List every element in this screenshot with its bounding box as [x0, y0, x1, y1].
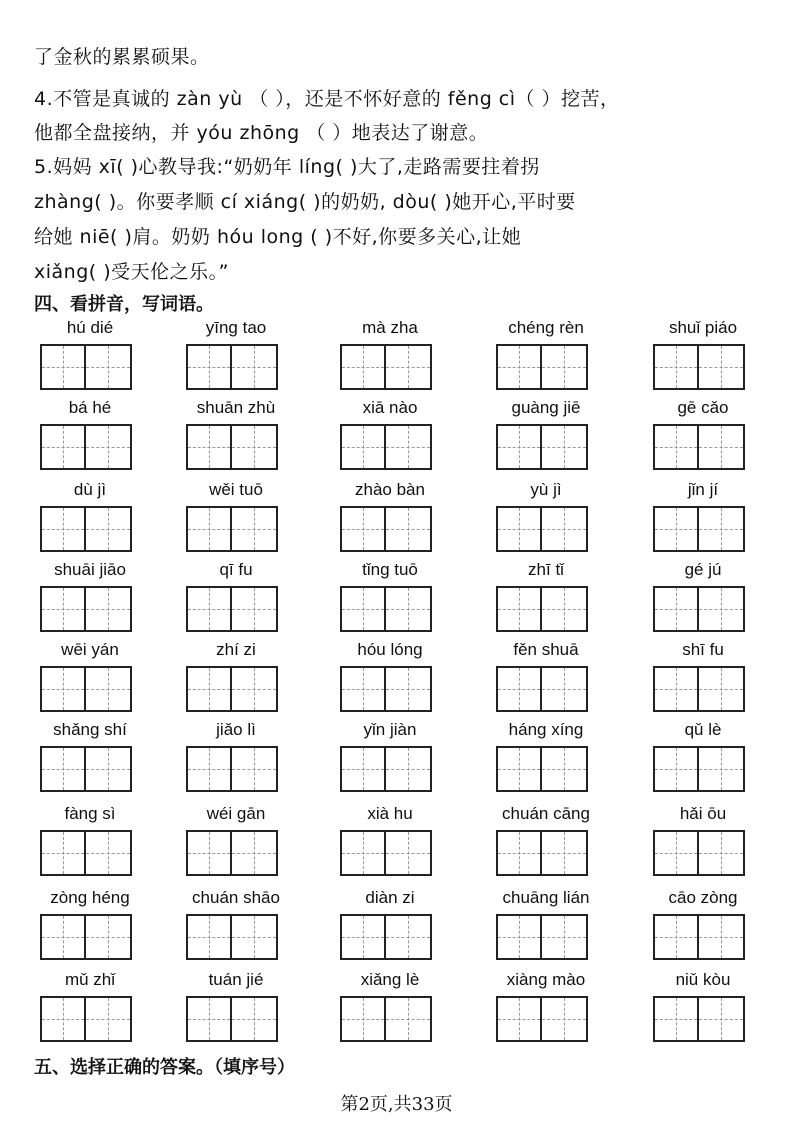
word-cell: [496, 804, 596, 876]
page-footer: 第2页,共33页: [340, 1094, 453, 1115]
writing-box[interactable]: [496, 344, 542, 390]
writing-box[interactable]: [496, 996, 542, 1042]
writing-boxes: [340, 666, 440, 712]
pinyin-label: yīng tao: [205, 318, 267, 337]
passage-line-2: 4.不管是真诚的 zàn yù （ ），还是不怀好意的 fěng cì（ ）挖苦，: [34, 88, 620, 110]
pinyin-label: niǔ kòu: [675, 970, 731, 989]
writing-box[interactable]: [186, 666, 232, 712]
writing-boxes: [653, 586, 753, 632]
writing-box[interactable]: [542, 666, 588, 712]
writing-box[interactable]: [340, 424, 386, 470]
pinyin-label: gé jú: [684, 560, 722, 579]
word-cell: [496, 560, 596, 632]
writing-box[interactable]: [186, 344, 232, 390]
pinyin-label: shuǐ piáo: [668, 318, 738, 337]
word-cell: [340, 560, 440, 632]
writing-box[interactable]: [232, 996, 278, 1042]
writing-box[interactable]: [232, 746, 278, 792]
word-cell: [653, 720, 753, 792]
writing-box[interactable]: [496, 914, 542, 960]
writing-box[interactable]: [186, 830, 232, 876]
writing-box[interactable]: [699, 506, 745, 552]
word-cell: [340, 318, 440, 390]
pinyin-label: zòng héng: [50, 888, 130, 907]
writing-box[interactable]: [386, 914, 432, 960]
writing-box[interactable]: [386, 506, 432, 552]
pinyin-label: shī fu: [682, 640, 724, 659]
word-cell: [340, 970, 440, 1042]
writing-box[interactable]: [386, 996, 432, 1042]
pinyin-label: zhào bàn: [355, 480, 425, 499]
word-cell: [496, 640, 596, 712]
writing-box[interactable]: [542, 914, 588, 960]
writing-box[interactable]: [699, 586, 745, 632]
word-cell: [40, 398, 140, 470]
writing-box[interactable]: [653, 344, 699, 390]
pinyin-label: qī fu: [219, 560, 253, 579]
word-cell: [496, 720, 596, 792]
writing-boxes: [40, 424, 140, 470]
pinyin-label: chuāng lián: [502, 888, 590, 907]
pinyin-label: diàn zi: [365, 888, 415, 907]
pinyin-label: xiā nào: [362, 398, 418, 417]
writing-box[interactable]: [340, 506, 386, 552]
writing-boxes: [186, 586, 286, 632]
writing-box[interactable]: [186, 914, 232, 960]
writing-boxes: [653, 746, 753, 792]
writing-box[interactable]: [542, 424, 588, 470]
writing-boxes: [496, 586, 596, 632]
word-cell: [496, 318, 596, 390]
writing-box[interactable]: [40, 830, 86, 876]
pinyin-label: xiǎng lè: [360, 970, 420, 989]
writing-box[interactable]: [653, 746, 699, 792]
pinyin-label: wéi gān: [206, 804, 266, 823]
writing-boxes: [340, 586, 440, 632]
passage-line-5: zhàng( )。你要孝顺 cí xiáng( )的奶奶, dòu( )她开心,平时要: [34, 191, 576, 213]
writing-boxes: [40, 830, 140, 876]
writing-box[interactable]: [40, 506, 86, 552]
pinyin-label: xiàng mào: [506, 970, 586, 989]
pinyin-label: jǐn jí: [687, 480, 719, 499]
writing-boxes: [186, 344, 286, 390]
pinyin-label: fěn shuā: [513, 640, 579, 659]
writing-boxes: [40, 586, 140, 632]
word-cell: [40, 970, 140, 1042]
writing-box[interactable]: [653, 424, 699, 470]
word-cell: [186, 804, 286, 876]
pinyin-label: wēi yán: [61, 640, 119, 659]
pinyin-label: mà zha: [362, 318, 418, 337]
writing-boxes: [40, 506, 140, 552]
writing-box[interactable]: [386, 746, 432, 792]
section-5-title: 五、选择正确的答案。（填序号）: [34, 1057, 295, 1078]
word-cell: [653, 888, 753, 960]
writing-box[interactable]: [40, 666, 86, 712]
pinyin-label: yù jì: [530, 480, 562, 499]
pinyin-label: dù jì: [73, 480, 107, 499]
word-cell: [653, 398, 753, 470]
pinyin-label: fàng sì: [64, 804, 116, 823]
word-cell: [653, 318, 753, 390]
word-cell: [186, 720, 286, 792]
pinyin-label: chéng rèn: [508, 318, 584, 337]
pinyin-label: guàng jiē: [511, 398, 581, 417]
writing-box[interactable]: [699, 666, 745, 712]
writing-box[interactable]: [340, 830, 386, 876]
writing-boxes: [653, 344, 753, 390]
word-cell: [40, 318, 140, 390]
pinyin-label: zhī tǐ: [528, 560, 564, 579]
writing-box[interactable]: [232, 344, 278, 390]
writing-box[interactable]: [186, 746, 232, 792]
writing-box[interactable]: [699, 746, 745, 792]
writing-box[interactable]: [86, 344, 132, 390]
word-cell: [40, 720, 140, 792]
writing-boxes: [496, 506, 596, 552]
writing-box[interactable]: [86, 830, 132, 876]
pinyin-label: bá hé: [68, 398, 112, 417]
writing-boxes: [340, 996, 440, 1042]
writing-box[interactable]: [40, 586, 86, 632]
word-cell: [40, 888, 140, 960]
pinyin-label: hóu lóng: [357, 640, 423, 659]
pinyin-label: qǔ lè: [684, 720, 722, 739]
writing-boxes: [496, 424, 596, 470]
writing-box[interactable]: [496, 830, 542, 876]
writing-boxes: [340, 830, 440, 876]
word-cell: [653, 640, 753, 712]
writing-box[interactable]: [496, 586, 542, 632]
passage-line-6: 给她 niē( )肩。奶奶 hóu long ( )不好,你要多关心,让她: [34, 226, 522, 248]
word-cell: [653, 480, 753, 552]
pinyin-label: háng xíng: [508, 720, 584, 739]
writing-box[interactable]: [699, 830, 745, 876]
word-cell: [340, 804, 440, 876]
writing-box[interactable]: [86, 586, 132, 632]
writing-boxes: [653, 914, 753, 960]
writing-box[interactable]: [232, 914, 278, 960]
writing-boxes: [496, 830, 596, 876]
passage-line-7: xiǎng( )受天伦之乐。”: [34, 261, 229, 283]
writing-boxes: [340, 344, 440, 390]
writing-boxes: [340, 424, 440, 470]
word-cell: [40, 640, 140, 712]
pinyin-label: zhí zi: [216, 640, 256, 659]
word-cell: [186, 888, 286, 960]
writing-box[interactable]: [40, 424, 86, 470]
writing-box[interactable]: [340, 746, 386, 792]
pinyin-label: jiǎo lì: [216, 720, 256, 739]
writing-boxes: [186, 830, 286, 876]
writing-boxes: [186, 424, 286, 470]
writing-box[interactable]: [40, 746, 86, 792]
writing-box[interactable]: [386, 424, 432, 470]
word-cell: [496, 480, 596, 552]
writing-box[interactable]: [653, 914, 699, 960]
writing-box[interactable]: [86, 424, 132, 470]
writing-boxes: [496, 666, 596, 712]
writing-box[interactable]: [542, 830, 588, 876]
writing-boxes: [40, 914, 140, 960]
word-cell: [496, 970, 596, 1042]
writing-box[interactable]: [653, 586, 699, 632]
pinyin-label: chuán shāo: [192, 888, 280, 907]
writing-box[interactable]: [232, 586, 278, 632]
writing-box[interactable]: [542, 996, 588, 1042]
writing-box[interactable]: [699, 996, 745, 1042]
writing-box[interactable]: [40, 914, 86, 960]
writing-box[interactable]: [653, 830, 699, 876]
word-cell: [186, 480, 286, 552]
passage-line-4: 5.妈妈 xī( )心教导我:“奶奶年 líng( )大了,走路需要拄着拐: [34, 156, 540, 178]
writing-boxes: [653, 830, 753, 876]
writing-boxes: [40, 666, 140, 712]
word-cell: [340, 720, 440, 792]
writing-boxes: [186, 914, 286, 960]
writing-box[interactable]: [340, 344, 386, 390]
writing-boxes: [186, 996, 286, 1042]
writing-box[interactable]: [542, 746, 588, 792]
word-cell: [40, 480, 140, 552]
writing-box[interactable]: [340, 996, 386, 1042]
pinyin-label: gē cǎo: [677, 398, 729, 417]
writing-box[interactable]: [186, 506, 232, 552]
word-cell: [653, 560, 753, 632]
word-cell: [496, 888, 596, 960]
pinyin-label: tuán jié: [208, 970, 264, 989]
writing-box[interactable]: [186, 996, 232, 1042]
writing-box[interactable]: [699, 424, 745, 470]
writing-box[interactable]: [232, 830, 278, 876]
pinyin-label: wěi tuō: [209, 480, 263, 499]
word-cell: [340, 398, 440, 470]
writing-box[interactable]: [386, 344, 432, 390]
pinyin-label: hǎi ōu: [679, 804, 727, 823]
writing-box[interactable]: [496, 506, 542, 552]
word-cell: [653, 970, 753, 1042]
writing-boxes: [340, 746, 440, 792]
writing-box[interactable]: [386, 666, 432, 712]
pinyin-label: cāo zòng: [668, 888, 738, 907]
writing-box[interactable]: [340, 586, 386, 632]
pinyin-label: hú dié: [66, 318, 114, 337]
pinyin-label: shǎng shí: [53, 720, 127, 739]
word-cell: [186, 398, 286, 470]
writing-box[interactable]: [653, 506, 699, 552]
word-cell: [496, 398, 596, 470]
writing-box[interactable]: [86, 914, 132, 960]
writing-box[interactable]: [86, 506, 132, 552]
pinyin-label: xià hu: [367, 804, 413, 823]
pinyin-label: shuān zhù: [196, 398, 276, 417]
passage-line-3: 他都全盘接纳，并 yóu zhōng （ ）地表达了谢意。: [34, 122, 489, 144]
pinyin-label: tǐng tuō: [362, 560, 418, 579]
writing-boxes: [186, 666, 286, 712]
writing-boxes: [340, 506, 440, 552]
word-cell: [340, 888, 440, 960]
writing-box[interactable]: [232, 506, 278, 552]
writing-box[interactable]: [86, 996, 132, 1042]
writing-box[interactable]: [232, 424, 278, 470]
pinyin-label: chuán cāng: [502, 804, 590, 823]
writing-boxes: [653, 506, 753, 552]
writing-box[interactable]: [496, 666, 542, 712]
pinyin-label: mǔ zhǐ: [64, 970, 116, 989]
writing-boxes: [653, 996, 753, 1042]
writing-boxes: [653, 424, 753, 470]
writing-boxes: [653, 666, 753, 712]
writing-boxes: [186, 746, 286, 792]
writing-box[interactable]: [340, 666, 386, 712]
writing-boxes: [496, 344, 596, 390]
pinyin-label: shuāi jiāo: [54, 560, 126, 579]
writing-boxes: [340, 914, 440, 960]
word-cell: [186, 560, 286, 632]
writing-boxes: [186, 506, 286, 552]
passage-line-1: 了金秋的累累硕果。: [34, 46, 210, 68]
writing-box[interactable]: [542, 506, 588, 552]
writing-box[interactable]: [496, 746, 542, 792]
writing-box[interactable]: [186, 424, 232, 470]
writing-box[interactable]: [653, 666, 699, 712]
word-cell: [186, 318, 286, 390]
word-cell: [340, 640, 440, 712]
word-cell: [40, 804, 140, 876]
writing-box[interactable]: [186, 586, 232, 632]
pinyin-label: yǐn jiàn: [363, 720, 417, 739]
writing-box[interactable]: [386, 586, 432, 632]
writing-box[interactable]: [542, 344, 588, 390]
word-cell: [40, 560, 140, 632]
writing-box[interactable]: [40, 344, 86, 390]
writing-box[interactable]: [232, 666, 278, 712]
writing-boxes: [40, 746, 140, 792]
writing-box[interactable]: [86, 666, 132, 712]
writing-box[interactable]: [699, 344, 745, 390]
writing-box[interactable]: [542, 586, 588, 632]
writing-boxes: [496, 746, 596, 792]
word-cell: [340, 480, 440, 552]
writing-boxes: [496, 914, 596, 960]
section-4-title: 四、看拼音，写词语。: [34, 294, 214, 315]
writing-box[interactable]: [40, 996, 86, 1042]
writing-boxes: [40, 996, 140, 1042]
writing-boxes: [496, 996, 596, 1042]
writing-box[interactable]: [386, 830, 432, 876]
writing-boxes: [40, 344, 140, 390]
word-cell: [653, 804, 753, 876]
writing-box[interactable]: [699, 914, 745, 960]
word-cell: [186, 970, 286, 1042]
writing-box[interactable]: [496, 424, 542, 470]
word-cell: [186, 640, 286, 712]
writing-box[interactable]: [340, 914, 386, 960]
writing-box[interactable]: [86, 746, 132, 792]
writing-box[interactable]: [653, 996, 699, 1042]
